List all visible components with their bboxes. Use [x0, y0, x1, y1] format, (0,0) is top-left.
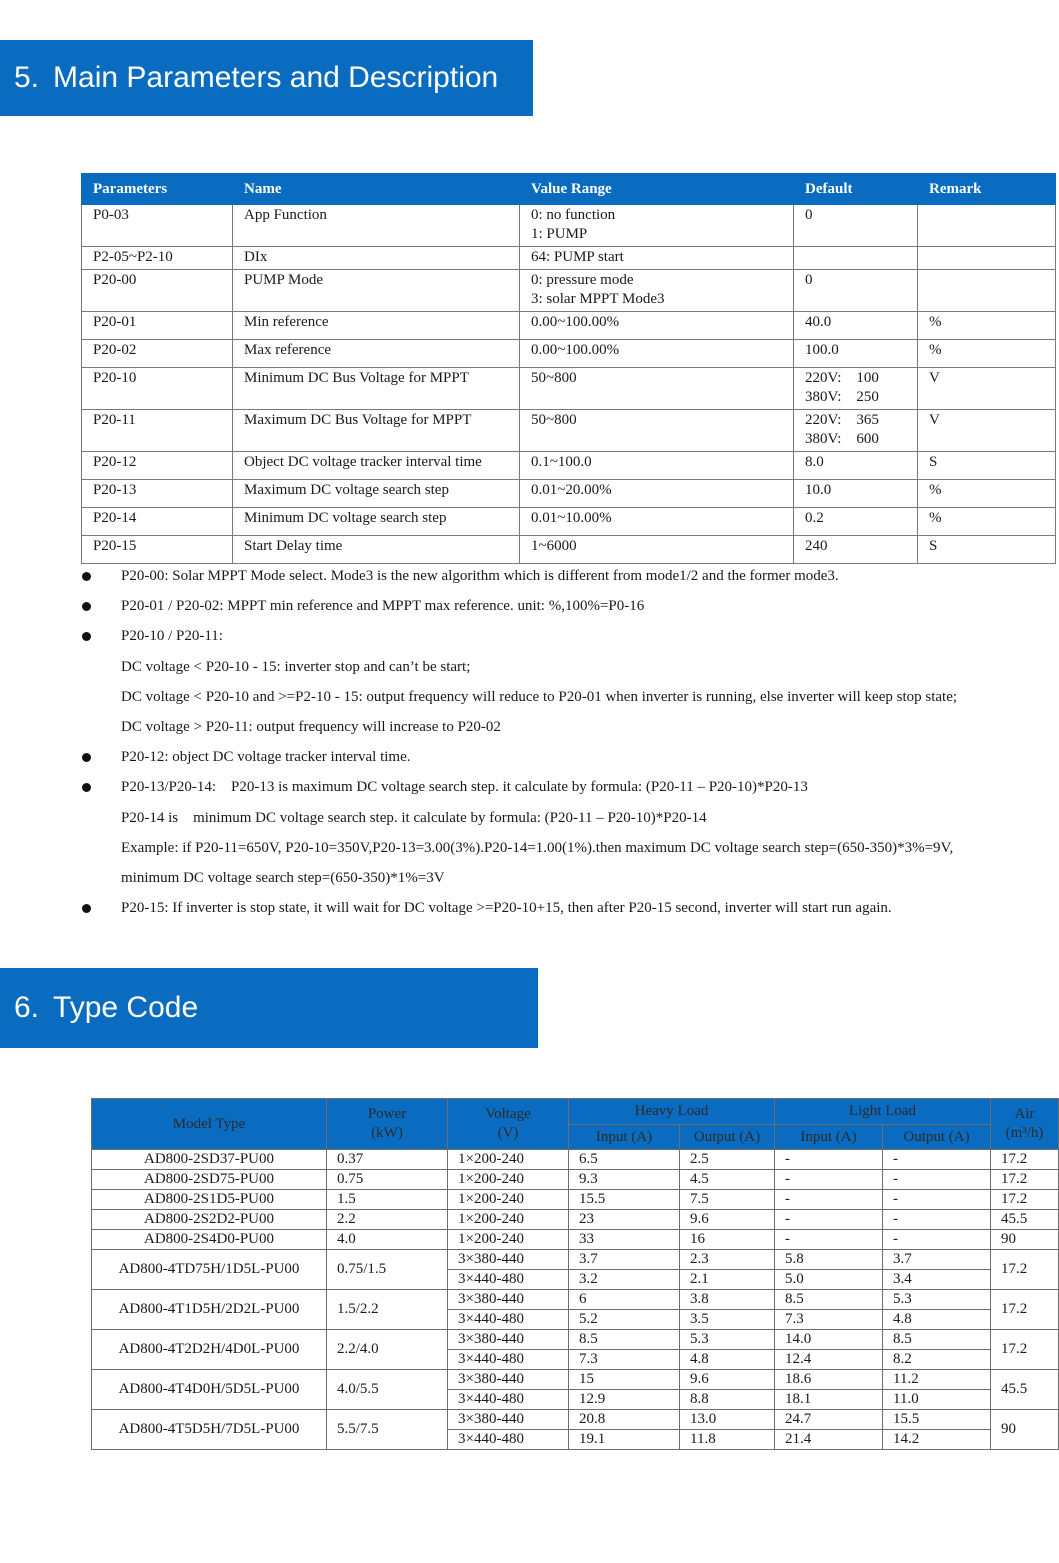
heavy-load-output: 3.5	[680, 1310, 775, 1330]
param-code: P20-10	[82, 368, 233, 410]
value-range-line: 1: PUMP	[531, 226, 588, 242]
param-name: App Function	[233, 205, 520, 247]
header-power-unit: (kW)	[371, 1125, 403, 1141]
table-row	[82, 270, 1056, 312]
param-value-range	[520, 536, 794, 564]
table-row	[82, 340, 1056, 368]
note-text: minimum DC voltage search step=(650-350)*1%=3V	[121, 869, 445, 886]
default-line: 0.2	[805, 510, 824, 526]
air-flow: 17.2	[991, 1190, 1059, 1210]
voltage: 3×440-480	[448, 1350, 569, 1370]
light-load-output: 3.4	[883, 1270, 991, 1290]
section-title: Main Parameters and Description	[53, 61, 499, 94]
note-bullet-item	[80, 744, 1055, 774]
model-type: AD800-2SD37-PU00	[92, 1150, 327, 1170]
voltage: 3×440-480	[448, 1310, 569, 1330]
heavy-load-output: 2.5	[680, 1150, 775, 1170]
voltage: 1×200-240	[448, 1210, 569, 1230]
light-load-output: -	[883, 1170, 991, 1190]
note-text: DC voltage < P20-10 - 15: inverter stop and can’t be start;	[121, 658, 471, 675]
voltage: 3×440-480	[448, 1270, 569, 1290]
param-default	[794, 340, 918, 368]
param-remark	[918, 270, 1056, 312]
light-load-input: -	[775, 1210, 883, 1230]
default-line: 220V: 365	[805, 412, 879, 428]
table-row	[92, 1210, 1059, 1230]
default-line: 0	[805, 272, 813, 288]
model-type: AD800-2S1D5-PU00	[92, 1190, 327, 1210]
note-bullet-item	[80, 774, 1055, 804]
heavy-load-output: 4.5	[680, 1170, 775, 1190]
heavy-load-input: 33	[569, 1230, 680, 1250]
light-load-output: -	[883, 1210, 991, 1230]
param-value-range	[520, 452, 794, 480]
model-type: AD800-4T5D5H/7D5L-PU00	[92, 1410, 327, 1450]
param-default	[794, 410, 918, 452]
light-load-input: 18.6	[775, 1370, 883, 1390]
power-kw: 4.0/5.5	[327, 1370, 448, 1410]
param-name: Object DC voltage tracker interval time	[233, 452, 520, 480]
note-text: P20-14 is minimum DC voltage search step. it calculate by formula: (P20-11 – P20-10)*P20-14	[121, 809, 707, 826]
param-default	[794, 452, 918, 480]
model-type: AD800-4T2D2H/4D0L-PU00	[92, 1330, 327, 1370]
heavy-load-output: 7.5	[680, 1190, 775, 1210]
table-row	[82, 205, 1056, 247]
header-voltage-label: Voltage	[485, 1106, 531, 1122]
header-voltage	[448, 1099, 569, 1150]
heavy-load-output: 9.6	[680, 1370, 775, 1390]
light-load-input: 12.4	[775, 1350, 883, 1370]
note-bullet-item	[80, 593, 1055, 623]
voltage: 1×200-240	[448, 1170, 569, 1190]
table-row	[92, 1410, 1059, 1430]
header-heavy-output: Output (A)	[680, 1125, 775, 1150]
note-text: Example: if P20-11=650V, P20-10=350V,P20-13=3.00(3%).P20-14=1.00(1%).then maximum DC voltage search step=(650-350)*3%=9V,	[121, 839, 954, 856]
param-value-range	[520, 247, 794, 270]
note-text: P20-00: Solar MPPT Mode select. Mode3 is the new algorithm which is different from mode1/2 and the former mode3.	[121, 568, 839, 584]
heavy-load-output: 16	[680, 1230, 775, 1250]
note-continuation	[80, 865, 1055, 895]
voltage: 3×380-440	[448, 1290, 569, 1310]
voltage: 1×200-240	[448, 1230, 569, 1250]
default-line: 40.0	[805, 314, 832, 330]
param-remark: %	[918, 480, 1056, 508]
power-kw: 2.2/4.0	[327, 1330, 448, 1370]
heavy-load-output: 2.3	[680, 1250, 775, 1270]
table-row	[82, 452, 1056, 480]
param-name: DIx	[233, 247, 520, 270]
section-number: 6.	[14, 991, 40, 1024]
heavy-load-input: 15	[569, 1370, 680, 1390]
air-flow: 45.5	[991, 1370, 1059, 1410]
note-text: DC voltage > P20-11: output frequency will increase to P20-02	[121, 718, 501, 735]
heavy-load-input: 23	[569, 1210, 680, 1230]
table-row	[82, 410, 1056, 452]
param-name: Minimum DC voltage search step	[233, 508, 520, 536]
light-load-input: -	[775, 1150, 883, 1170]
bullet-icon	[82, 904, 91, 913]
parameters-table	[81, 173, 1056, 564]
parameter-notes	[80, 563, 1055, 925]
param-name: Maximum DC Bus Voltage for MPPT	[233, 410, 520, 452]
param-value-range	[520, 312, 794, 340]
model-type: AD800-4T1D5H/2D2L-PU00	[92, 1290, 327, 1330]
value-range-line: 0.01~10.00%	[531, 510, 612, 526]
header-light-load: Light Load	[775, 1099, 991, 1125]
param-remark	[918, 205, 1056, 247]
voltage: 3×380-440	[448, 1410, 569, 1430]
table-row	[82, 508, 1056, 536]
table-row	[82, 368, 1056, 410]
power-kw: 2.2	[327, 1210, 448, 1230]
param-default	[794, 480, 918, 508]
type-code-table	[91, 1098, 1059, 1450]
param-code: P20-02	[82, 340, 233, 368]
param-name: Min reference	[233, 312, 520, 340]
value-range-line: 0.01~20.00%	[531, 482, 612, 498]
param-default	[794, 270, 918, 312]
model-type: AD800-2S2D2-PU00	[92, 1210, 327, 1230]
model-type: AD800-2S4D0-PU00	[92, 1230, 327, 1250]
value-range-line: 50~800	[531, 412, 577, 428]
heavy-load-input: 8.5	[569, 1330, 680, 1350]
param-value-range	[520, 480, 794, 508]
param-remark: V	[918, 368, 1056, 410]
air-flow: 17.2	[991, 1250, 1059, 1290]
default-line: 240	[805, 538, 828, 554]
table-header-row	[82, 174, 1056, 205]
power-kw: 0.75/1.5	[327, 1250, 448, 1290]
value-range-line: 64: PUMP start	[531, 249, 624, 265]
param-default	[794, 247, 918, 270]
param-name: Start Delay time	[233, 536, 520, 564]
param-name: Max reference	[233, 340, 520, 368]
table-header-row	[92, 1099, 1059, 1125]
param-default	[794, 312, 918, 340]
heavy-load-input: 6	[569, 1290, 680, 1310]
header-air-label: Air	[1014, 1106, 1035, 1122]
heavy-load-input: 9.3	[569, 1170, 680, 1190]
voltage: 1×200-240	[448, 1190, 569, 1210]
note-continuation	[80, 805, 1055, 835]
param-default	[794, 536, 918, 564]
param-default	[794, 508, 918, 536]
param-value-range	[520, 270, 794, 312]
bullet-icon	[82, 602, 91, 611]
param-value-range	[520, 340, 794, 368]
note-continuation	[80, 684, 1055, 714]
voltage: 3×380-440	[448, 1330, 569, 1350]
param-remark: %	[918, 312, 1056, 340]
voltage: 3×440-480	[448, 1430, 569, 1450]
voltage: 3×440-480	[448, 1390, 569, 1410]
header-light-input: Input (A)	[775, 1125, 883, 1150]
heavy-load-input: 15.5	[569, 1190, 680, 1210]
note-bullet-item	[80, 563, 1055, 593]
bullet-icon	[82, 753, 91, 762]
heavy-load-input: 19.1	[569, 1430, 680, 1450]
value-range-line: 0.00~100.00%	[531, 342, 620, 358]
model-type: AD800-4T4D0H/5D5L-PU00	[92, 1370, 327, 1410]
note-bullet-item	[80, 623, 1055, 653]
header-default: Default	[794, 174, 918, 205]
light-load-output: 14.2	[883, 1430, 991, 1450]
light-load-input: 8.5	[775, 1290, 883, 1310]
header-name: Name	[233, 174, 520, 205]
value-range-line: 50~800	[531, 370, 577, 386]
bullet-icon	[82, 632, 91, 641]
light-load-input: 18.1	[775, 1390, 883, 1410]
light-load-input: 7.3	[775, 1310, 883, 1330]
param-remark: %	[918, 508, 1056, 536]
note-text: P20-12: object DC voltage tracker interval time.	[121, 749, 411, 766]
heavy-load-output: 3.8	[680, 1290, 775, 1310]
header-power-label: Power	[367, 1106, 407, 1122]
header-remark: Remark	[918, 174, 1056, 205]
heavy-load-input: 12.9	[569, 1390, 680, 1410]
note-text: DC voltage < P20-10 and >=P2-10 - 15: output frequency will reduce to P20-01 when inverter is running, else inverter will keep stop state;	[121, 688, 958, 705]
type-code-table-body	[92, 1150, 1059, 1450]
table-row	[82, 247, 1056, 270]
param-remark: V	[918, 410, 1056, 452]
heavy-load-output: 13.0	[680, 1410, 775, 1430]
heavy-load-input: 3.7	[569, 1250, 680, 1270]
power-kw: 5.5/7.5	[327, 1410, 448, 1450]
heavy-load-output: 9.6	[680, 1210, 775, 1230]
note-continuation	[80, 714, 1055, 744]
note-bullet-item	[80, 895, 1055, 925]
param-code: P20-12	[82, 452, 233, 480]
light-load-input: -	[775, 1230, 883, 1250]
table-row	[92, 1230, 1059, 1250]
heavy-load-output: 2.1	[680, 1270, 775, 1290]
header-heavy-load: Heavy Load	[569, 1099, 775, 1125]
param-code: P20-15	[82, 536, 233, 564]
table-row	[92, 1370, 1059, 1390]
power-kw: 0.75	[327, 1170, 448, 1190]
header-value-range: Value Range	[520, 174, 794, 205]
light-load-output: 3.7	[883, 1250, 991, 1270]
light-load-output: 11.0	[883, 1390, 991, 1410]
light-load-output: 5.3	[883, 1290, 991, 1310]
header-light-output: Output (A)	[883, 1125, 991, 1150]
light-load-input: -	[775, 1170, 883, 1190]
light-load-output: -	[883, 1230, 991, 1250]
section-6-banner	[0, 968, 538, 1048]
power-kw: 0.37	[327, 1150, 448, 1170]
section-number: 5.	[14, 61, 40, 94]
parameters-table-body	[82, 205, 1056, 564]
light-load-output: 15.5	[883, 1410, 991, 1430]
note-continuation	[80, 654, 1055, 684]
light-load-output: -	[883, 1190, 991, 1210]
voltage: 3×380-440	[448, 1250, 569, 1270]
table-row	[82, 536, 1056, 564]
light-load-output: 11.2	[883, 1370, 991, 1390]
air-flow: 17.2	[991, 1330, 1059, 1370]
bullet-icon	[82, 572, 91, 581]
param-default	[794, 368, 918, 410]
note-text: P20-01 / P20-02: MPPT min reference and MPPT max reference. unit: %,100%=P0-16	[121, 598, 645, 615]
header-power	[327, 1099, 448, 1150]
param-remark: S	[918, 452, 1056, 480]
param-code: P20-01	[82, 312, 233, 340]
table-row	[92, 1150, 1059, 1170]
air-flow: 45.5	[991, 1210, 1059, 1230]
table-row	[92, 1250, 1059, 1270]
param-default	[794, 205, 918, 247]
note-text: P20-13/P20-14: P20-13 is maximum DC voltage search step. it calculate by formula: (P20-11 – P20-10)*P20-13	[121, 779, 808, 796]
default-line: 0	[805, 207, 813, 223]
header-air-unit: (m³/h)	[1005, 1125, 1044, 1141]
param-value-range	[520, 368, 794, 410]
heavy-load-input: 20.8	[569, 1410, 680, 1430]
param-value-range	[520, 205, 794, 247]
section-title: Type Code	[53, 991, 199, 1024]
value-range-line: 0.00~100.00%	[531, 314, 620, 330]
power-kw: 4.0	[327, 1230, 448, 1250]
air-flow: 17.2	[991, 1170, 1059, 1190]
heavy-load-input: 7.3	[569, 1350, 680, 1370]
value-range-line: 0: no function	[531, 207, 616, 223]
note-continuation	[80, 835, 1055, 865]
param-name: PUMP Mode	[233, 270, 520, 312]
section-5-banner	[0, 40, 533, 116]
air-flow: 17.2	[991, 1150, 1059, 1170]
voltage: 3×380-440	[448, 1370, 569, 1390]
table-row	[82, 312, 1056, 340]
param-remark: S	[918, 536, 1056, 564]
note-text: P20-10 / P20-11:	[121, 628, 223, 645]
heavy-load-output: 4.8	[680, 1350, 775, 1370]
param-code: P20-11	[82, 410, 233, 452]
param-name: Maximum DC voltage search step	[233, 480, 520, 508]
param-remark: %	[918, 340, 1056, 368]
bullet-icon	[82, 783, 91, 792]
light-load-input: 21.4	[775, 1430, 883, 1450]
param-remark	[918, 247, 1056, 270]
table-row	[82, 480, 1056, 508]
default-line: 100.0	[805, 342, 839, 358]
voltage: 1×200-240	[448, 1150, 569, 1170]
param-value-range	[520, 410, 794, 452]
light-load-output: 8.5	[883, 1330, 991, 1350]
header-model-type: Model Type	[92, 1099, 327, 1150]
heavy-load-output: 8.8	[680, 1390, 775, 1410]
light-load-input: 24.7	[775, 1410, 883, 1430]
model-type: AD800-4TD75H/1D5L-PU00	[92, 1250, 327, 1290]
header-heavy-input: Input (A)	[569, 1125, 680, 1150]
heavy-load-input: 5.2	[569, 1310, 680, 1330]
light-load-input: 14.0	[775, 1330, 883, 1350]
param-code: P2-05~P2-10	[82, 247, 233, 270]
heavy-load-input: 6.5	[569, 1150, 680, 1170]
air-flow: 90	[991, 1410, 1059, 1450]
header-voltage-unit: (V)	[497, 1125, 519, 1141]
heavy-load-output: 5.3	[680, 1330, 775, 1350]
heavy-load-output: 11.8	[680, 1430, 775, 1450]
param-value-range	[520, 508, 794, 536]
default-line: 380V: 250	[805, 389, 879, 405]
note-text: P20-15: If inverter is stop state, it will wait for DC voltage >=P20-10+15, then after P20-15 second, inverter will start run again.	[121, 900, 892, 917]
default-line: 380V: 600	[805, 431, 879, 447]
light-load-output: 4.8	[883, 1310, 991, 1330]
light-load-input: 5.8	[775, 1250, 883, 1270]
header-parameters: Parameters	[82, 174, 233, 205]
param-name: Minimum DC Bus Voltage for MPPT	[233, 368, 520, 410]
param-code: P20-00	[82, 270, 233, 312]
table-row	[92, 1170, 1059, 1190]
value-range-line: 3: solar MPPT Mode3	[531, 291, 665, 307]
model-type: AD800-2SD75-PU00	[92, 1170, 327, 1190]
value-range-line: 0: pressure mode	[531, 272, 634, 288]
default-line: 8.0	[805, 454, 824, 470]
heavy-load-input: 3.2	[569, 1270, 680, 1290]
light-load-input: -	[775, 1190, 883, 1210]
light-load-output: 8.2	[883, 1350, 991, 1370]
header-air	[991, 1099, 1059, 1150]
value-range-line: 0.1~100.0	[531, 454, 592, 470]
light-load-output: -	[883, 1150, 991, 1170]
air-flow: 17.2	[991, 1290, 1059, 1330]
table-row	[92, 1190, 1059, 1210]
power-kw: 1.5/2.2	[327, 1290, 448, 1330]
air-flow: 90	[991, 1230, 1059, 1250]
value-range-line: 1~6000	[531, 538, 577, 554]
param-code: P0-03	[82, 205, 233, 247]
light-load-input: 5.0	[775, 1270, 883, 1290]
param-code: P20-14	[82, 508, 233, 536]
default-line: 10.0	[805, 482, 832, 498]
table-row	[92, 1330, 1059, 1350]
table-row	[92, 1290, 1059, 1310]
default-line: 220V: 100	[805, 370, 879, 386]
power-kw: 1.5	[327, 1190, 448, 1210]
param-code: P20-13	[82, 480, 233, 508]
